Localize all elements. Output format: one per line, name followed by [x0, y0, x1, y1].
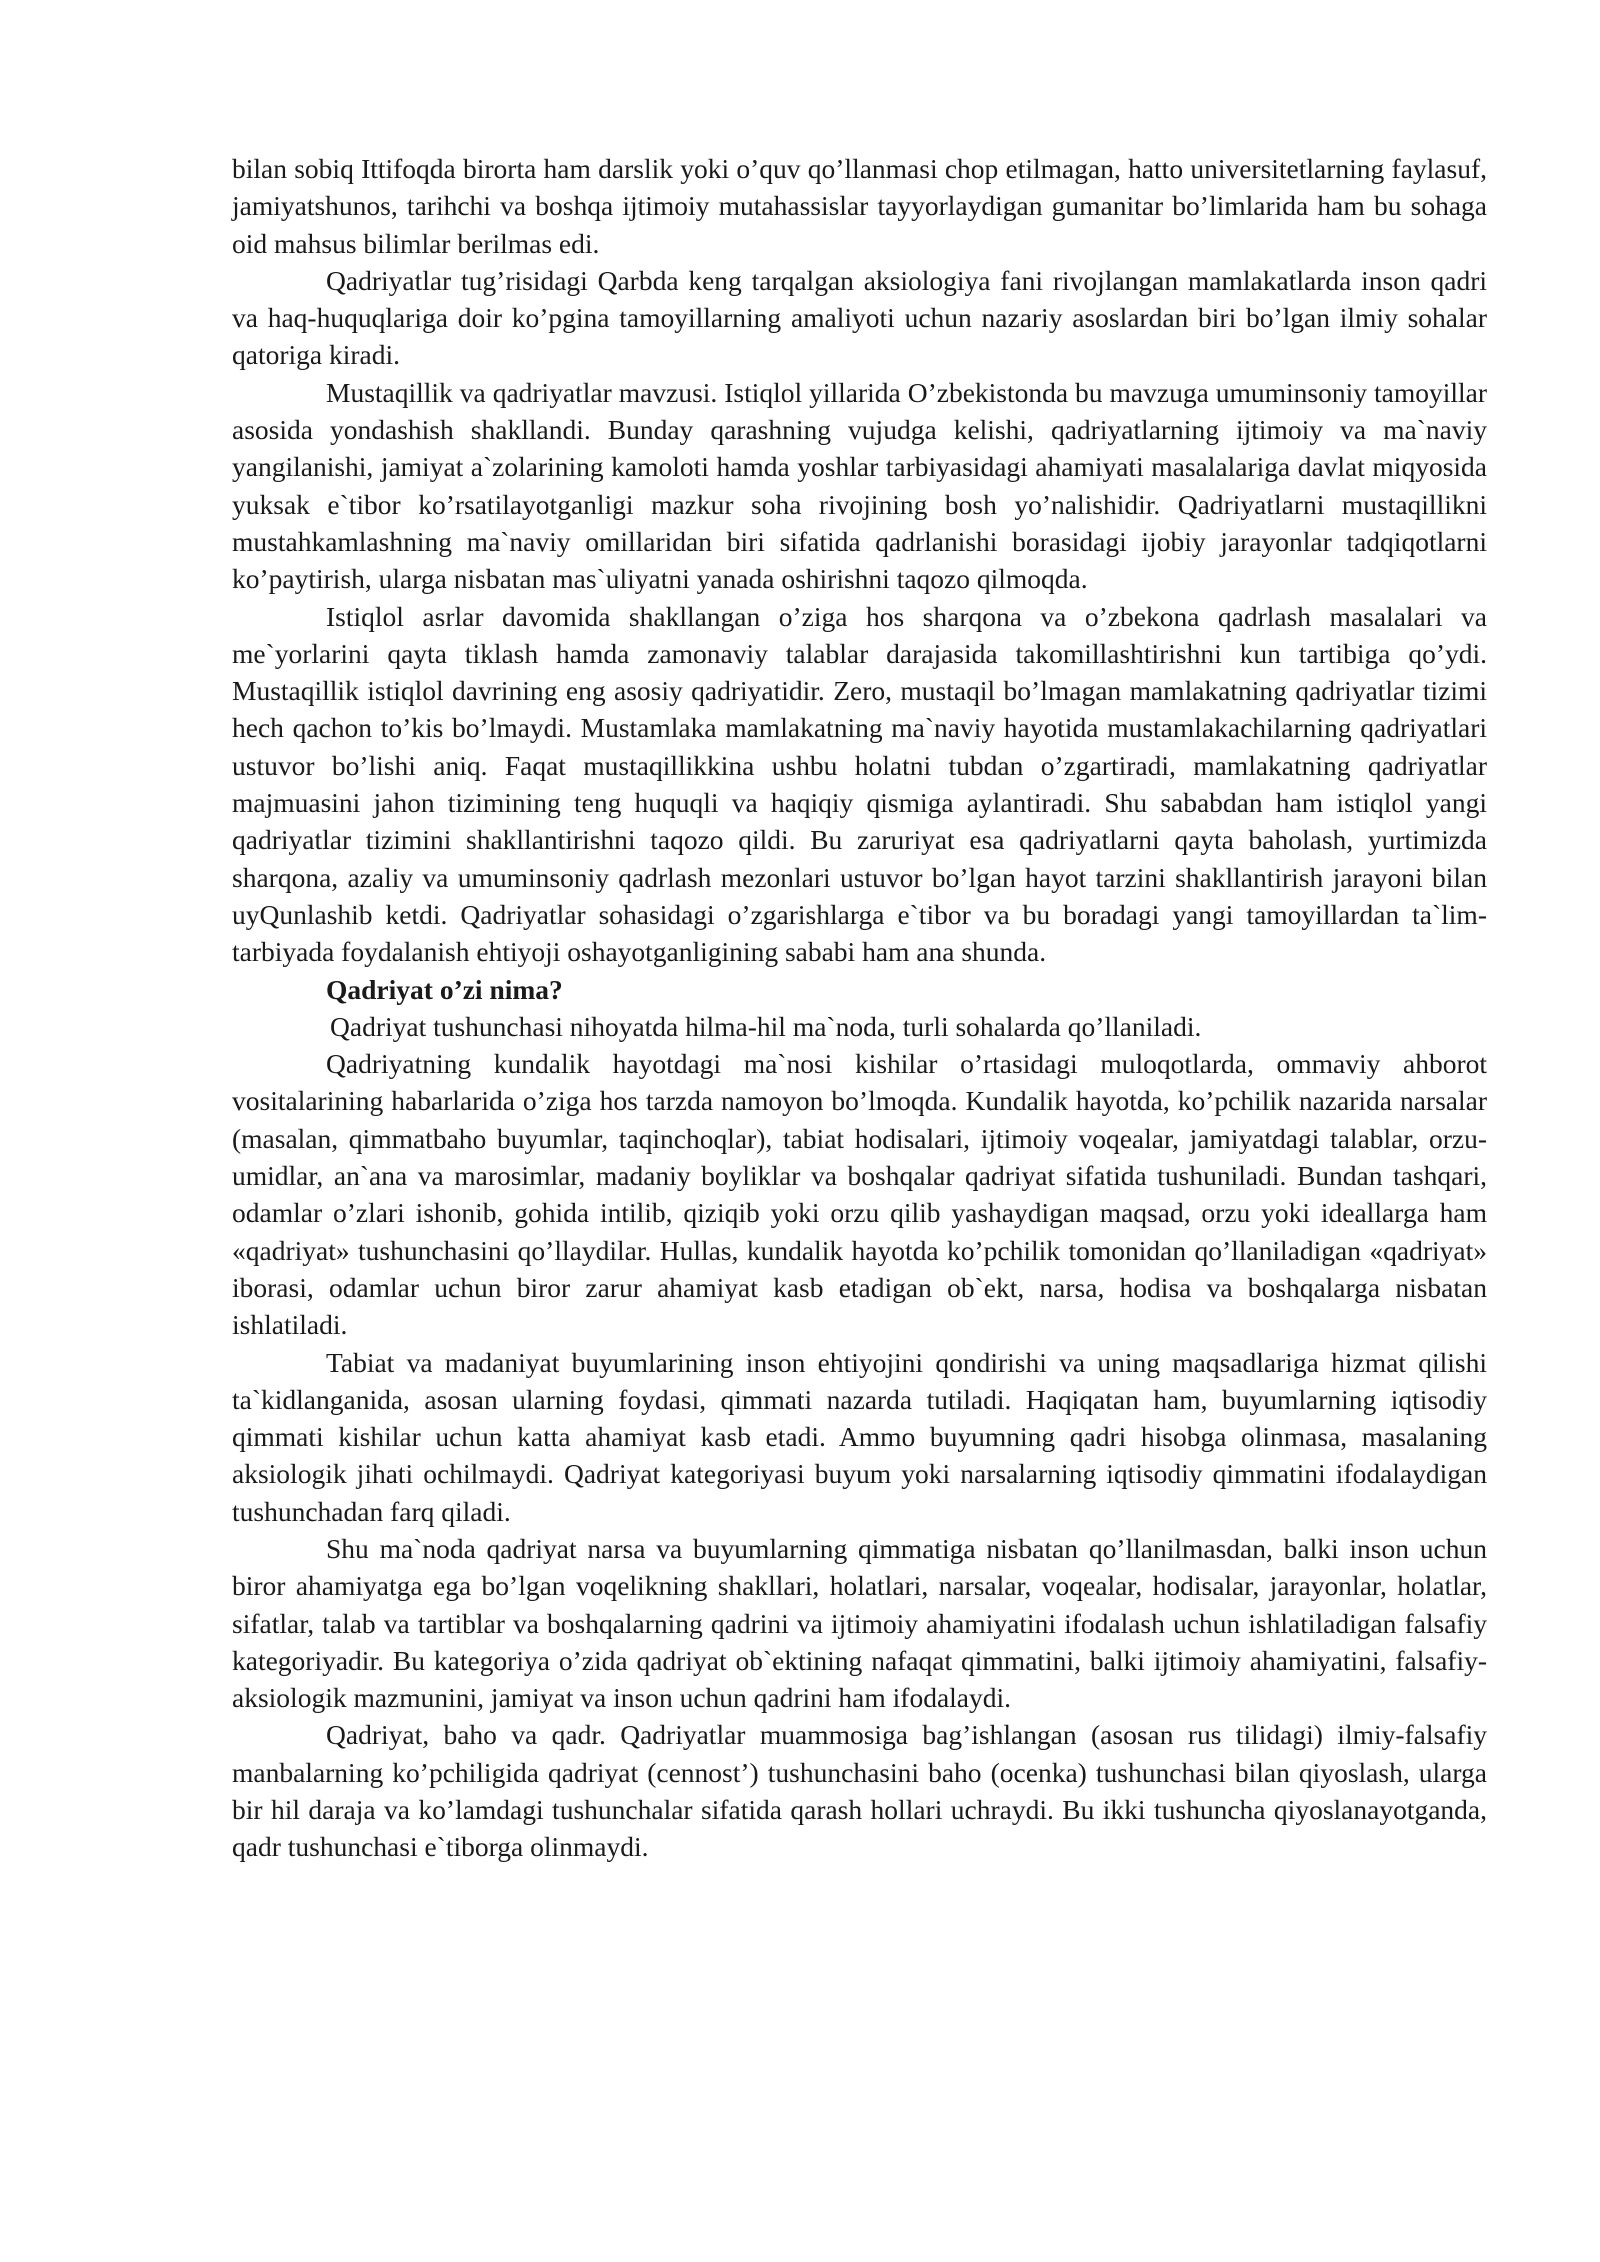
- document-page: [232, 150, 1487, 1866]
- paragraph-istiqlol: Istiqlol asrlar davomida shakllangan o’ziga hos sharqona va o’zbekona qadrlash masalalari va me`yorlarini qayta tiklash hamda zamonaviy talablar darajasida takomillashtirishni kun tartibiga qo’ydi. Mustaqillik istiqlol davrining eng asosiy qadriyatidir. Zero, mustaqil bo’lmagan mamlakatning qadriyatlar tizimi hech qachon to’kis bo’lmaydi. Mustamlaka mamlakatning ma`naviy hayotida mustamlakachilarning qadriyatlari ustuvor bo’lishi aniq. Faqat mustaqillikkina ushbu holatni tubdan o’zgartiradi, mamlakatning qadriyatlar majmuasini jahon tizimining teng huquqli va haqiqiy qismiga aylantiradi. Shu sababdan ham istiqlol yangi qadriyatlar tizimini shakllantirishni taqozo qildi. Bu zaruriyat esa qadriyatlarni qayta baholash, yurtimizda sharqona, azaliy va umuminsoniy qadrlash mezonlari ustuvor bo’lgan hayot tarzini shakllantirish jarayoni bilan uyQunlashib ketdi. Qadriyatlar sohasidagi o’zgarishlarga e`tibor va bu boradagi yangi tamoyillardan ta`lim-tarbiyada foydalanish ehtiyoji oshayotganligining sababi ham ana shunda.: [232, 600, 1487, 968]
- paragraph-philosophical-category: Shu ma`noda qadriyat narsa va buyumlarning qimmatiga nisbatan qo’llanilmasdan, balki inson uchun biror ahamiyatga ega bo’lgan voqelikning shakllari, holatlari, narsalar, voqealar, hodisalar, jarayonlar, holatlar, sifatlar, talab va tartiblar va boshqalarning qadrini va ijtimoiy ahamiyatini ifodalash uchun ishlatiladigan falsafiy kategoriyadir. Bu kategoriya o’zida qadriyat ob`ektining nafaqat qimmatini, balki ijtimoiy ahamiyatini, falsafiy-aksiologik mazmunini, jamiyat va inson uchun qadrini ham ifodalaydi.: [232, 1532, 1487, 1714]
- paragraph-value-assessment: Qadriyat, baho va qadr. Qadriyatlar muammosiga bag’ishlangan (asosan rus tilidagi) ilmiy-falsafiy manbalarning ko’pchiligida qadriyat (cennost’) tushunchasini baho (ocenka) tushunchasi bilan qiyoslash, ularga bir hil daraja va ko’lamdagi tushunchalar sifatida qarash hollari uchraydi. Bu ikki tushuncha qiyoslanayotganda, qadr tushunchasi e`tiborga olinmaydi.: [232, 1719, 1487, 1863]
- paragraph-continuation: bilan sobiq Ittifoqda birorta ham darslik yoki o’quv qo’llanmasi chop etilmagan, hatto universitetlarning faylasuf, jamiyatshunos, tarihchi va boshqa ijtimoiy mutahassislar tayyorlaydigan gumanitar bo’limlarida ham bu sohaga oid mahsus bilimlar berilmas edi.: [232, 153, 1487, 259]
- paragraph-everyday-meaning: Qadriyatning kundalik hayotdagi ma`nosi kishilar o’rtasidagi muloqotlarda, ommaviy ahborot vositalarining habarlarida o’ziga hos tarzda namoyon bo’lmoqda. Kundalik hayotda, ko’pchilik nazarida narsalar (masalan, qimmatbaho buyumlar, taqinchoqlar), tabiat hodisalari, ijtimoiy voqealar, jamiyatdagi talablar, orzu-umidlar, an`ana va marosimlar, madaniy boyliklar va boshqalar qadriyat sifatida tushuniladi. Bundan tashqari, odamlar o’zlari ishonib, gohida intilib, qiziqib yoki orzu qilib yashaydigan maqsad, orzu yoki ideallarga ham «qadriyat» tushunchasini qo’llaydilar. Hullas, kundalik hayotda ko’pchilik tomonidan qo’llaniladigan «qadriyat» iborasi, odamlar uchun biror zarur ahamiyat kasb etadigan ob`ekt, narsa, hodisa va boshqalarga nisbatan ishlatiladi.: [232, 1048, 1487, 1341]
- paragraph-independence-values: Mustaqillik va qadriyatlar mavzusi. Istiqlol yillarida O’zbekistonda bu mavzuga umuminsoniy tamoyillar asosida yondashish shakllandi. Bunday qarashning vujudga kelishi, qadriyatlarning ijtimoiy va ma`naviy yangilanishi, jamiyat a`zolarining kamoloti hamda yoshlar tarbiyasidagi ahamiyati masalalariga davlat miqyosida yuksak e`tibor ko’rsatilayotganligi mazkur soha rivojining bosh yo’nalishidir. Qadriyatlarni mustaqillikni mustahkamlashning ma`naviy omillaridan biri sifatida qadrlanishi borasidagi ijobiy jarayonlar tadqiqotlarni ko’paytirish, ularga nisbatan mas`uliyatni yanada oshirishni taqozo qilmoqda.: [232, 376, 1487, 595]
- section-heading: Qadriyat o’zi nima?: [326, 973, 563, 1005]
- paragraph-axiology: Qadriyatlar tug’risidagi Qarbda keng tarqalgan aksiologiya fani rivojlangan mamlakatlarda inson qadri va haq-huquqlariga doir ko’pgina tamoyillarning amaliyoti uchun nazariy asoslardan biri bo’lgan ilmiy sohalar qatoriga kiradi.: [232, 264, 1487, 371]
- paragraph-nature-culture: Tabiat va madaniyat buyumlarining inson ehtiyojini qondirishi va uning maqsadlariga hizmat qilishi ta`kidlanganida, asosan ularning foydasi, qimmati nazarda tutiladi. Haqiqatan ham, buyumlarning iqtisodiy qimmati kishilar uchun katta ahamiyat kasb etadi. Ammo buyumning qadri hisobga olinmasa, masalaning aksiologik jihati ochilmaydi. Qadriyat kategoriyasi buyum yoki narsalarning iqtisodiy qimmatini ifodalaydigan tushunchadan farq qiladi.: [232, 1346, 1487, 1527]
- paragraph-concept-meaning: Qadriyat tushunchasi nihoyatda hilma-hil ma`noda, turli sohalarda qo’llaniladi.: [330, 1010, 1202, 1042]
